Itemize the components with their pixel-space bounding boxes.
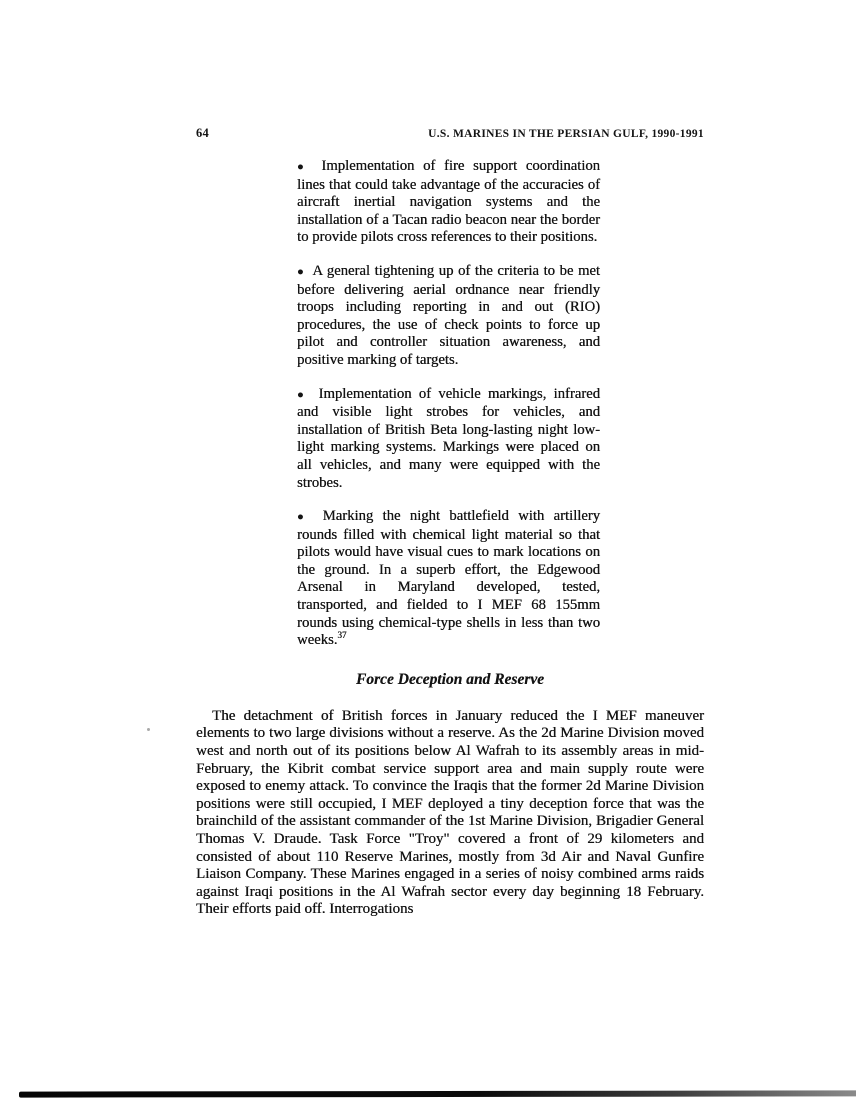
bullet-icon: ● xyxy=(297,388,308,401)
bullet-item xyxy=(297,158,600,247)
bullet-icon: ● xyxy=(297,511,310,524)
section-heading: Force Deception and Reserve xyxy=(355,670,545,688)
scan-edge-bar xyxy=(19,1090,856,1097)
bullet-text: Implementation of vehicle markings, infrared and visible light strobes for vehicles, and installation of British Beta long-lasting night low-light marking systems. Markings were placed on all vehicles, and many were equipped with the strobes. xyxy=(297,385,600,491)
bullet-item xyxy=(297,508,600,650)
bullet-item xyxy=(297,386,600,493)
bullet-list xyxy=(297,158,600,650)
page-number: 64 xyxy=(196,126,209,140)
text-column xyxy=(196,158,704,919)
footnote-reference: 37 xyxy=(337,630,347,641)
scan-speck-artifact xyxy=(147,728,150,731)
bullet-text: Marking the night battlefield with artillery rounds filled with chemical light material so that pilots would have visual cues to mark locations on the ground. In a superb effort, the Edgewood Arsenal in Maryland developed, tested, transported, and fielded to I MEF 68 155mm rounds using chemical-type shells in less than two weeks. xyxy=(297,508,600,649)
bullet-item xyxy=(297,263,600,370)
running-header-title: U.S. MARINES IN THE PERSIAN GULF, 1990-1991 xyxy=(428,128,704,140)
body-paragraph: The detachment of British forces in January reduced the I MEF maneuver elements to two large divisions without a reserve. As the 2d Marine Division moved west and north out of its positions below Al Wafrah to its assembly areas in mid-February, the Kibrit combat service support area and main supply route were exposed to enemy attack. To convince the Iraqis that the former 2d Marine Division positions were still occupied, I MEF deployed a tiny deception force that was the brainchild of the assistant commander of the 1st Marine Division, Brigadier General Thomas V. Draude. Task Force "Troy" covered a front of 29 kilometers and consisted of about 110 Reserve Marines, mostly from 3d Air and Naval Gunfire Liaison Company. These Marines engaged in a series of noisy combined arms raids against Iraqi positions in the Al Wafrah sector every day beginning 18 February. Their efforts paid off. Interrogations xyxy=(196,707,704,918)
bullet-text: A general tightening up of the criteria to be met before delivering aerial ordnance near friendly troops including reporting in and out (RIO) procedures, the use of check points to force up pilot and controller situation awareness, and positive marking of targets. xyxy=(297,262,600,368)
bullet-icon: ● xyxy=(297,161,309,173)
bullet-text: Implementation of fire support coordination lines that could take advantage of the accuracies of aircraft inertial navigation systems and the installation of a Tacan radio beacon near the border to provide pilots cross references to their positions. xyxy=(297,158,600,246)
running-head xyxy=(196,126,704,141)
bullet-icon: ● xyxy=(297,265,305,278)
